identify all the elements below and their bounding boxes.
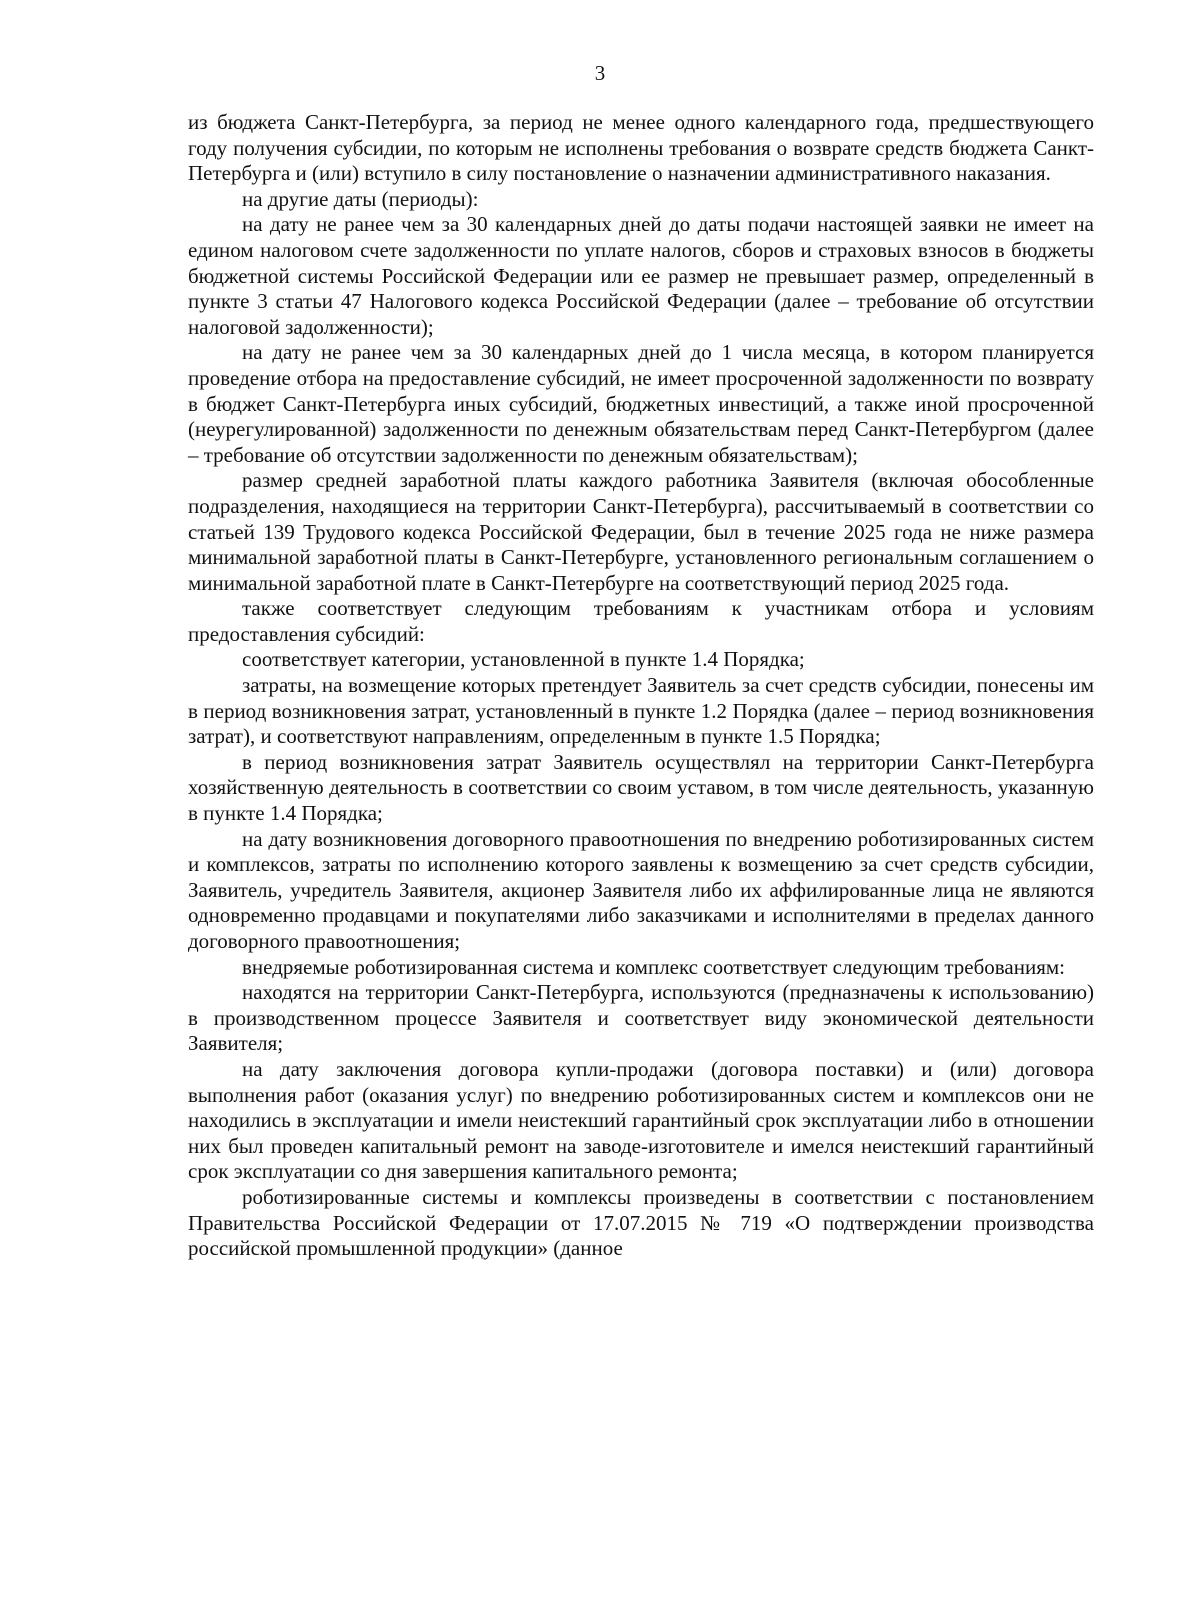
- paragraph: на дату заключения договора купли-продажи (договора поставки) и (или) договора выполнения работ (оказания услуг) по внедрению роботизированных систем и комплексов они не находились в эксплуатации и имели неистекший гарантийный срок эксплуатации либо в отношении них был проведен капитальный ремонт на заводе-изготовителе и имелся неистекший гарантийный срок эксплуатации со дня завершения капитального ремонта;: [188, 1056, 1094, 1184]
- paragraph: внедряемые роботизированная система и комплекс соответствует следующим требованиям:: [242, 954, 1066, 979]
- paragraph: находятся на территории Санкт-Петербурга, используются (предназначены к использованию) в производственном процессе Заявителя и соответствует виду экономической деятельности Заявителя;: [188, 980, 1094, 1056]
- paragraph: из бюджета Санкт-Петербурга, за период не менее одного календарного года, предшествующего году получения субсидии, по которым не исполнены требования о возврате средств бюджета Санкт-Петербурга и (или) вступило в силу постановление о назначении административного наказания.: [188, 110, 1094, 186]
- paragraph: в период возникновения затрат Заявитель осуществлял на территории Санкт-Петербурга хозяйственную деятельность в соответствии со своим уставом, в том числе деятельность, указанную в пункте 1.4 Порядка;: [188, 749, 1094, 826]
- document-body: [188, 110, 1094, 1262]
- paragraph: на дату не ранее чем за 30 календарных дней до даты подачи настоящей заявки не имеет на едином налоговом счете задолженности по уплате налогов, сборов и страховых взносов в бюджеты бюджетной системы Российской Федерации или ее размер не превышает размер, определенный в пункте 3 статьи 47 Налогового кодекса Российской Федерации (далее – требование об отсутствии налоговой задолженности);: [188, 212, 1094, 339]
- paragraph: соответствует категории, установленной в пункте 1.4 Порядка;: [242, 647, 805, 672]
- paragraph: роботизированные системы и комплексы произведены в соответствии с постановлением Правительства Российской Федерации от 17.07.2015 № 719 «О подтверждении производства российской промышленной продукции» (данное: [188, 1184, 1094, 1261]
- paragraph: затраты, на возмещение которых претендует Заявитель за счет средств субсидии, понесены им в период возникновения затрат, установленный в пункте 1.2 Порядка (далее – период возникновения затрат), и соответствуют направлениям, определенным в пункте 1.5 Порядка;: [188, 673, 1094, 749]
- paragraph: также соответствует следующим требованиям к участникам отбора и условиям предоставления субсидий:: [188, 596, 1094, 646]
- paragraph: на дату возникновения договорного правоотношения по внедрению роботизированных систем и комплексов, затраты по исполнению которого заявлены к возмещению за счет средств субсидии, Заявитель, учредитель Заявителя, акционер Заявителя либо их аффилированные лица не являются одновременно продавцами и покупателями либо заказчиками и исполнителями в пределах данного договорного правоотношения;: [188, 826, 1094, 953]
- paragraph: размер средней заработной платы каждого работника Заявителя (включая обособленные подразделения, находящиеся на территории Санкт-Петербурга), рассчитываемый в соответствии со статьей 139 Трудового кодекса Российской Федерации, был в течение 2025 года не ниже размера минимальной заработной платы в Санкт-Петербурге, установленного региональным соглашением о минимальной заработной плате в Санкт-Петербурге на соответствующий период 2025 года.: [188, 468, 1094, 595]
- paragraph: на другие даты (периоды):: [242, 186, 479, 211]
- paragraph: на дату не ранее чем за 30 календарных дней до 1 числа месяца, в котором планируется проведение отбора на предоставление субсидий, не имеет просроченной задолженности по возврату в бюджет Санкт-Петербурга иных субсидий, бюджетных инвестиций, а также иной просроченной (неурегулированной) задолженности по денежным обязательствам перед Санкт-Петербургом (далее – требование об отсутствии задолженности по денежным обязательствам);: [188, 340, 1094, 467]
- page-number: 3: [594, 61, 606, 85]
